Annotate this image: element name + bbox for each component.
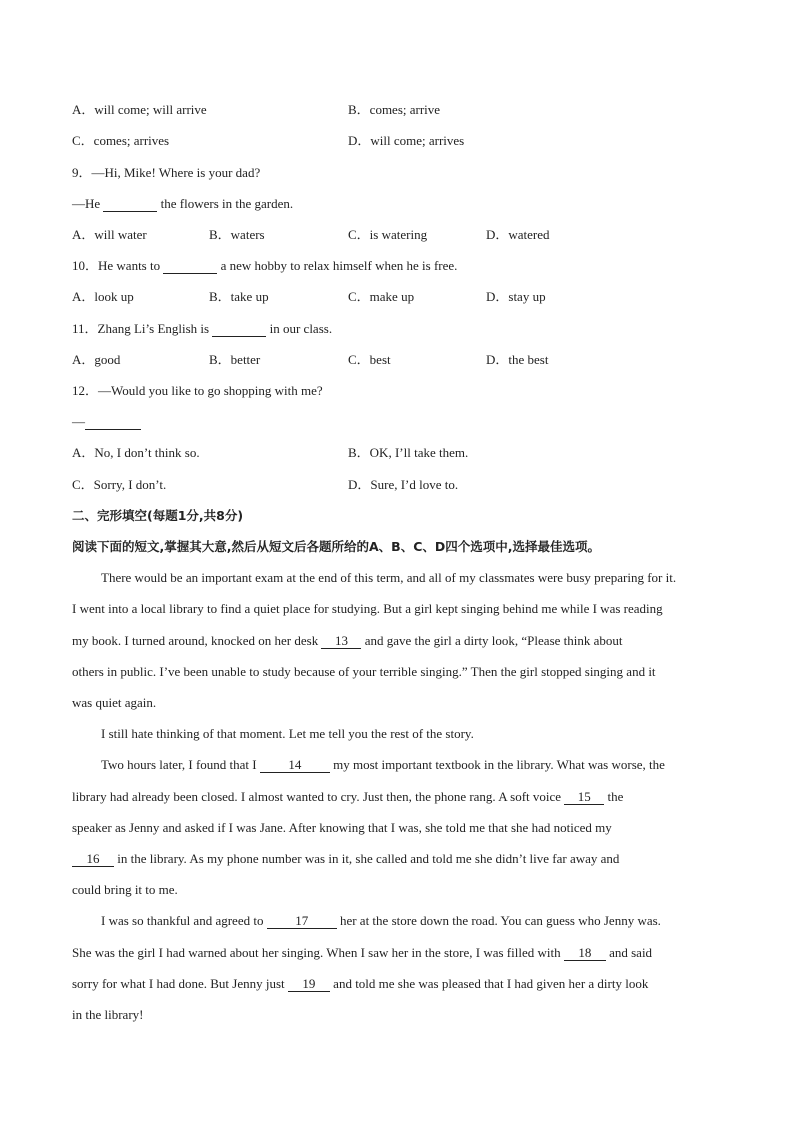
q11-pre: 11．Zhang Li’s English is	[72, 321, 210, 336]
passage-text: in the library. As my phone number was in it, she called and told me she didn’t live far away and	[117, 851, 620, 866]
q11-option-d: D．the best	[486, 352, 549, 367]
passage-p1-line4: others in public. I’ve been unable to study because of your terrible singing.” Then the girl stopped singing and it	[72, 664, 656, 679]
passage-text: and gave the girl a dirty look, “Please think about	[364, 633, 623, 648]
passage-text: her at the store down the road. You can guess who Jenny was.	[339, 913, 661, 928]
passage-text: and told me she was pleased that I had given her a dirty look	[333, 976, 649, 991]
q10-blank	[163, 259, 217, 274]
q12-option-a: A．No, I don’t think so.	[72, 445, 200, 460]
q12-stem: 12．—Would you like to go shopping with me?	[72, 383, 323, 398]
q10-option-d: D．stay up	[486, 289, 546, 304]
q11-blank	[212, 322, 266, 337]
passage-p4-line1	[101, 913, 661, 929]
blank-13: 13	[321, 634, 361, 649]
q9-blank	[103, 197, 157, 212]
q9-option-a: A．will water	[72, 227, 147, 242]
q11-option-b: B．better	[209, 352, 261, 367]
q12-option-b: B．OK, I’ll take them.	[348, 445, 469, 460]
passage-p4-line3	[72, 976, 648, 992]
q11-post: in our class.	[269, 321, 333, 336]
q10-option-b: B．take up	[209, 289, 269, 304]
q9-option-c: C．is watering	[348, 227, 428, 242]
q10-stem	[72, 258, 457, 274]
q10-post: a new hobby to relax himself when he is free.	[220, 258, 458, 273]
q12-reply-dash: —	[72, 414, 85, 429]
passage-p1-line1: There would be an important exam at the end of this term, and all of my classmates were busy preparing for it.	[101, 570, 677, 585]
q9-option-d: D．watered	[486, 227, 550, 242]
passage-p4-line4: in the library!	[72, 1007, 144, 1022]
q8-option-c: C．comes; arrives	[72, 133, 170, 148]
passage-p3-line2	[72, 789, 623, 805]
q9-reply-post: the flowers in the garden.	[160, 196, 294, 211]
passage-text: and said	[609, 945, 653, 960]
q11-stem	[72, 321, 332, 337]
q8-option-a: A．will come; will arrive	[72, 102, 207, 117]
blank-19: 19	[288, 977, 330, 992]
passage-p1-line3	[72, 633, 623, 649]
passage-p3-line1	[101, 757, 665, 773]
section-instruction: 阅读下面的短文,掌握其大意,然后从短文后各题所给的A、B、C、D四个选项中,选择最佳选项。	[72, 539, 600, 554]
passage-text: She was the girl I had warned about her singing. When I saw her in the store, I was filled with	[72, 945, 561, 960]
blank-18: 18	[564, 946, 606, 961]
passage-text: I was so thankful and agreed to	[101, 913, 264, 928]
passage-p3-line4	[72, 851, 619, 867]
q10-pre: 10．He wants to	[72, 258, 161, 273]
q9-stem: 9．—Hi, Mike! Where is your dad?	[72, 165, 261, 180]
passage-text: my book. I turned around, knocked on her desk	[72, 633, 319, 648]
q8-option-b: B．comes; arrive	[348, 102, 441, 117]
q11-option-a: A．good	[72, 352, 121, 367]
q9-reply-pre: —He	[72, 196, 101, 211]
q12-blank	[85, 415, 141, 430]
passage-p3-line3: speaker as Jenny and asked if I was Jane. After knowing that I was, she told me that she had noticed my	[72, 820, 612, 835]
passage-text: sorry for what I had done. But Jenny just	[72, 976, 285, 991]
passage-p2: I still hate thinking of that moment. Let me tell you the rest of the story.	[101, 726, 474, 741]
passage-p3-line5: could bring it to me.	[72, 882, 178, 897]
passage-text: Two hours later, I found that I	[101, 757, 257, 772]
q11-option-c: C．best	[348, 352, 391, 367]
passage-text: my most important textbook in the library. What was worse, the	[333, 757, 665, 772]
q9-option-b: B．waters	[209, 227, 265, 242]
passage-text: library had already been closed. I almost wanted to cry. Just then, the phone rang. A soft voice	[72, 789, 562, 804]
q12-option-c: C．Sorry, I don’t.	[72, 477, 167, 492]
passage-p4-line2	[72, 945, 652, 961]
q12-reply	[72, 414, 141, 430]
q9-reply	[72, 196, 293, 212]
q8-option-d: D．will come; arrives	[348, 133, 465, 148]
q10-option-a: A．look up	[72, 289, 134, 304]
blank-16: 16	[72, 852, 114, 867]
passage-p1-line5: was quiet again.	[72, 695, 157, 710]
blank-17: 17	[267, 914, 337, 929]
q10-option-c: C．make up	[348, 289, 415, 304]
blank-15: 15	[564, 790, 604, 805]
blank-14: 14	[260, 758, 330, 773]
section-heading: 二、完形填空(每题1分,共8分)	[72, 508, 244, 523]
passage-p1-line2: I went into a local library to find a quiet place for studying. But a girl kept singing behind me while I was reading	[72, 601, 663, 616]
passage-text: the	[607, 789, 624, 804]
q12-option-d: D．Sure, I’d love to.	[348, 477, 459, 492]
